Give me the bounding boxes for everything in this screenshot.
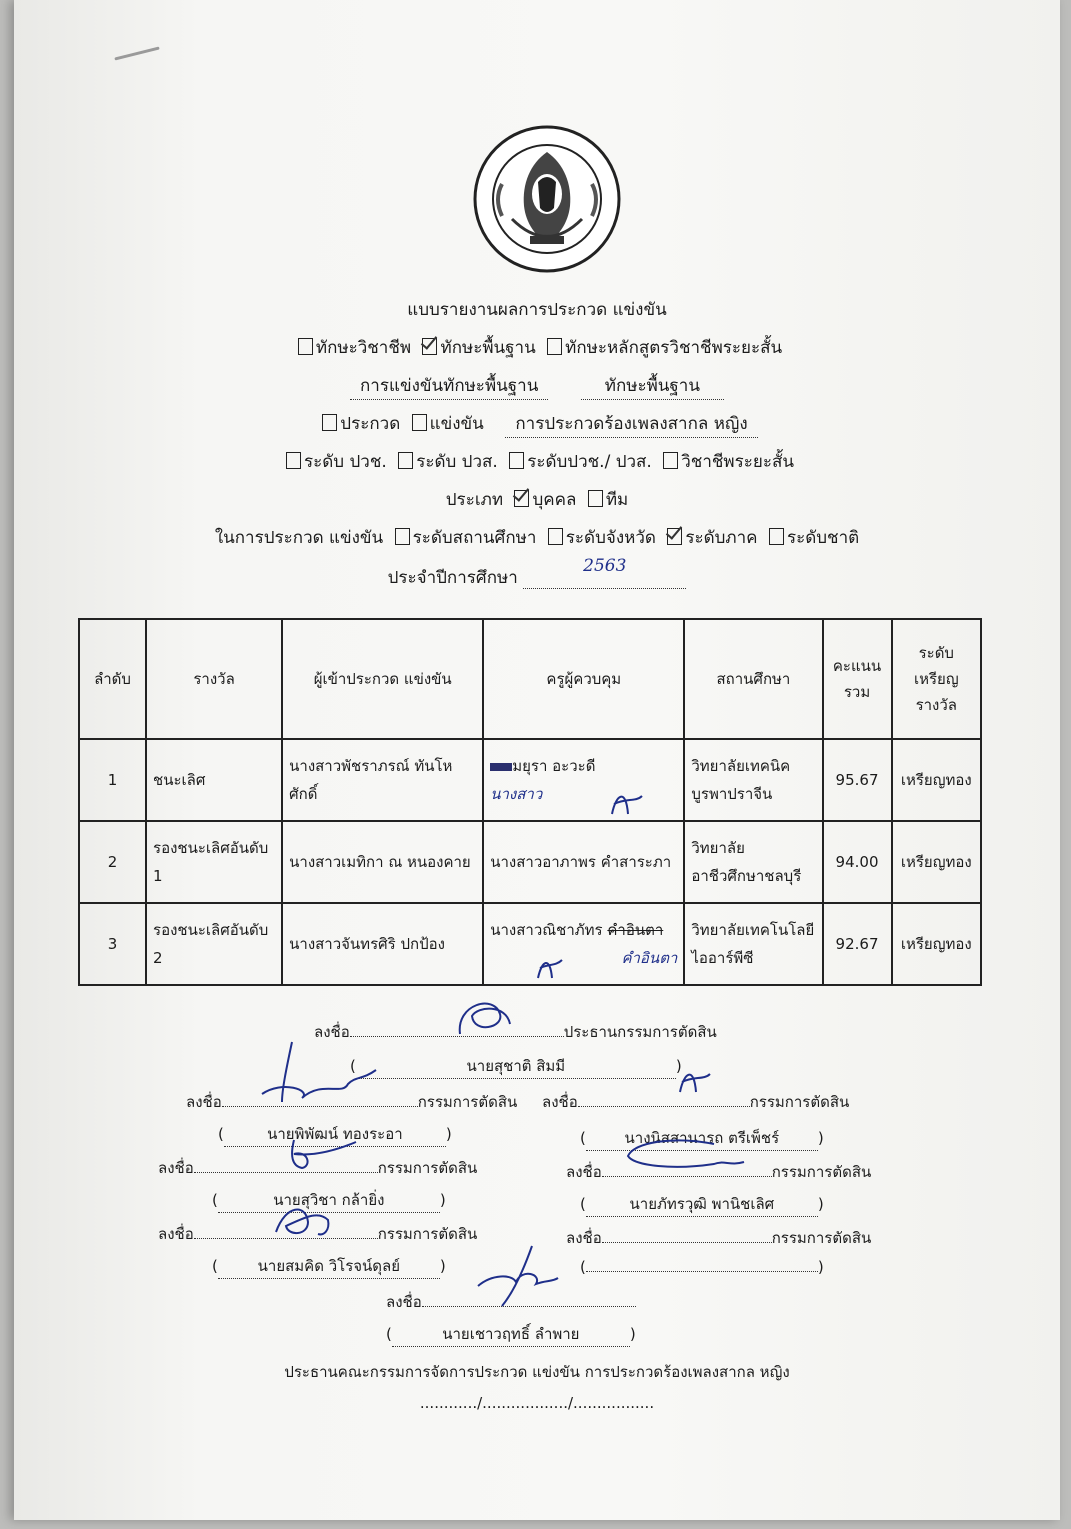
sign-label: ลงชื่อ bbox=[158, 1159, 194, 1177]
judge-3-name-line: ( นายสุวิชา กล้ายิ่ง ) bbox=[212, 1188, 446, 1213]
scope-label: ในการประกวด แข่งขัน bbox=[214, 528, 384, 548]
judge-1-signature-scrawl bbox=[252, 1040, 382, 1110]
sign-label: ลงชื่อ bbox=[158, 1225, 194, 1243]
level-row bbox=[14, 448, 1060, 475]
skill-short-course-label: ทักษะหลักสูตรวิชาชีพระยะสั้น bbox=[565, 338, 783, 358]
judge-role: กรรมการตัดสิน bbox=[771, 1229, 872, 1247]
judge-role: กรรมการตัดสิน bbox=[771, 1163, 872, 1181]
header-teacher: ครูผู้ควบคุม bbox=[483, 619, 684, 739]
scope-province-label: ระดับจังหวัด bbox=[565, 528, 656, 548]
header-medal: ระดับ เหรียญ รางวัล bbox=[892, 619, 981, 739]
cell-score: 94.00 bbox=[823, 821, 892, 903]
cell-school: วิทยาลัยเทคนิคบูรพาปราจีน bbox=[684, 739, 822, 821]
teacher-name: นางสาวณิชาภัทร bbox=[490, 921, 603, 939]
contest-label: ประกวด bbox=[340, 414, 401, 434]
vocational-commission-seal-logo bbox=[472, 124, 622, 274]
header-score: คะแนน รวม bbox=[823, 619, 892, 739]
chair-name-line: ( นายสุชาติ สิมมี ) bbox=[350, 1054, 682, 1079]
checkbox-level-short[interactable] bbox=[663, 452, 678, 469]
checkbox-skill-short-course[interactable] bbox=[547, 338, 562, 355]
cell-medal: เหรียญทอง bbox=[892, 739, 981, 821]
teacher-3-initial-scrawl bbox=[534, 952, 564, 982]
sign-label: ลงชื่อ bbox=[314, 1023, 350, 1041]
judge-3-signature-scrawl bbox=[282, 1136, 362, 1176]
judge-5-name-line: ( นายสมคิด วิโรจน์ดุลย์ ) bbox=[212, 1254, 446, 1279]
chair-name: นายสุชาติ สิมมี bbox=[356, 1054, 676, 1079]
table-row bbox=[79, 821, 981, 903]
judge-2-signature-field[interactable] bbox=[578, 1106, 750, 1107]
checkbox-scope-national[interactable] bbox=[769, 528, 784, 545]
checkbox-individual[interactable] bbox=[514, 490, 529, 507]
scope-school-label: ระดับสถานศึกษา bbox=[412, 528, 537, 548]
header-rank: ลำดับ bbox=[79, 619, 146, 739]
sign-label: ลงชื่อ bbox=[566, 1229, 602, 1247]
cell-contestant: นางสาวเมทิกา ณ หนองคาย bbox=[282, 821, 483, 903]
checkbox-level-pvc[interactable] bbox=[286, 452, 301, 469]
sign-label: ลงชื่อ bbox=[566, 1163, 602, 1181]
results-table bbox=[78, 618, 982, 986]
skill-basic-label: ทักษะพื้นฐาน bbox=[440, 338, 536, 358]
teacher-name: มยุรา อะวะดี bbox=[512, 757, 596, 775]
team-label: ทีม bbox=[605, 490, 629, 510]
pen-stroke-mark bbox=[114, 46, 159, 60]
cell-teacher bbox=[483, 739, 684, 821]
competition-group: การแข่งขันทักษะพื้นฐาน bbox=[350, 372, 548, 400]
document-page bbox=[14, 0, 1060, 1520]
sign-label: ลงชื่อ bbox=[186, 1093, 222, 1111]
judge-4-name-line: ( นายภัทรวุฒิ พานิชเลิศ ) bbox=[580, 1192, 824, 1217]
judge-4-name: นายภัทรวุฒิ พานิชเลิศ bbox=[586, 1192, 818, 1217]
scope-national-label: ระดับชาติ bbox=[786, 528, 860, 548]
judge-role: กรรมการตัดสิน bbox=[377, 1159, 478, 1177]
academic-year-value: 2563 bbox=[583, 556, 627, 576]
organizer-role: ประธานคณะกรรมการจัดการประกวด แข่งขัน การประกวดร้องเพลงสากล หญิง bbox=[284, 1363, 790, 1381]
cell-award: รองชนะเลิศอันดับ 2 bbox=[146, 903, 282, 985]
cell-school: วิทยาลัยอาชีวศึกษาชลบุรี bbox=[684, 821, 822, 903]
academic-year-label: ประจำปีการศึกษา bbox=[387, 568, 518, 588]
checkbox-level-pvs[interactable] bbox=[398, 452, 413, 469]
cell-school: วิทยาลัยเทคโนโลยีไออาร์พีซี bbox=[684, 903, 822, 985]
cell-teacher: นางสาวอาภาพร คำสาระภา bbox=[483, 821, 684, 903]
checkbox-level-both[interactable] bbox=[509, 452, 524, 469]
cell-contestant: นางสาวจันทรศิริ ปกป้อง bbox=[282, 903, 483, 985]
checkbox-scope-province[interactable] bbox=[548, 528, 563, 545]
category-label: ประเภท bbox=[445, 490, 504, 510]
judge-6-name bbox=[586, 1271, 818, 1272]
chair-role: ประธานกรรมการตัดสิน bbox=[563, 1023, 717, 1041]
sign-label: ลงชื่อ bbox=[386, 1293, 422, 1311]
level-short-label: วิชาชีพระยะสั้น bbox=[681, 452, 794, 472]
cell-contestant: นางสาวพัชราภรณ์ ทันโหศักดิ์ bbox=[282, 739, 483, 821]
skill-type-row bbox=[14, 334, 1060, 361]
teacher-handwritten-note: คำอินตา bbox=[621, 949, 678, 967]
judge-6-name-line: ( ) bbox=[580, 1258, 824, 1276]
judge-role: กรรมการตัดสิน bbox=[377, 1225, 478, 1243]
checkbox-skill-professional[interactable] bbox=[298, 338, 313, 355]
judge-5-name: นายสมคิด วิโรจน์ดุลย์ bbox=[218, 1254, 440, 1279]
teacher-struck-surname: คำอินตา bbox=[607, 921, 664, 939]
header-contestant: ผู้เข้าประกวด แข่งขัน bbox=[282, 619, 483, 739]
organizer-name-line: ( นายเชาวฤทธิ์ ลำพาย ) bbox=[386, 1322, 636, 1347]
cell-rank: 1 bbox=[79, 739, 146, 821]
cell-teacher bbox=[483, 903, 684, 985]
academic-year-row bbox=[14, 556, 1060, 591]
judge-1-name: นายพิพัฒน์ ทองระอา bbox=[224, 1122, 446, 1147]
judge-3-name: นายสุวิชา กล้ายิ่ง bbox=[218, 1188, 440, 1213]
judge-2-name: นางนิสสานารถ ตรีเพ็ชร์ bbox=[586, 1126, 818, 1151]
judge-5-signature-scrawl bbox=[268, 1196, 348, 1242]
cell-rank: 3 bbox=[79, 903, 146, 985]
table-header-row bbox=[79, 619, 981, 739]
table-row bbox=[79, 739, 981, 821]
competition-label: แข่งขัน bbox=[429, 414, 484, 434]
cell-award: รองชนะเลิศอันดับ 1 bbox=[146, 821, 282, 903]
level-both-label: ระดับปวช./ ปวส. bbox=[527, 452, 652, 472]
judge-role: กรรมการตัดสิน bbox=[417, 1093, 518, 1111]
contest-name: การประกวดร้องเพลงสากล หญิง bbox=[505, 410, 757, 438]
checkbox-competition[interactable] bbox=[412, 414, 427, 431]
table-row bbox=[79, 903, 981, 985]
judge-6-signature-field[interactable] bbox=[602, 1242, 772, 1243]
academic-year-field[interactable] bbox=[523, 556, 686, 589]
header-school: สถานศึกษา bbox=[684, 619, 822, 739]
judge-4-signature-scrawl bbox=[614, 1136, 754, 1176]
redaction-mark bbox=[490, 763, 512, 771]
competition-group-row bbox=[14, 372, 1060, 400]
teacher-handwritten-note: นางสาว bbox=[490, 785, 543, 803]
teacher-1-initial-scrawl bbox=[606, 784, 646, 820]
scope-region-label: ระดับภาค bbox=[685, 528, 758, 548]
contest-type-row bbox=[14, 410, 1060, 438]
checkbox-skill-basic[interactable] bbox=[422, 338, 437, 355]
form-title: แบบรายงานผลการประกวด แข่งขัน bbox=[407, 300, 667, 320]
chair-signature-scrawl bbox=[454, 994, 514, 1044]
checkbox-team[interactable] bbox=[588, 490, 603, 507]
level-pvs-label: ระดับ ปวส. bbox=[416, 452, 498, 472]
cell-award: ชนะเลิศ bbox=[146, 739, 282, 821]
skill-name: ทักษะพื้นฐาน bbox=[581, 372, 724, 400]
judge-4-signature-field[interactable] bbox=[602, 1176, 772, 1177]
cell-score: 92.67 bbox=[823, 903, 892, 985]
date-line: ............/................../................. bbox=[419, 1394, 655, 1412]
skill-professional-label: ทักษะวิชาชีพ bbox=[315, 338, 412, 358]
sign-label: ลงชื่อ bbox=[542, 1093, 578, 1111]
level-pvc-label: ระดับ ปวช. bbox=[304, 452, 387, 472]
category-row bbox=[14, 486, 1060, 513]
checkbox-contest[interactable] bbox=[322, 414, 337, 431]
checkbox-scope-region[interactable] bbox=[667, 528, 682, 545]
cell-medal: เหรียญทอง bbox=[892, 821, 981, 903]
checkbox-scope-school[interactable] bbox=[395, 528, 410, 545]
judge-6-signature-line bbox=[566, 1226, 871, 1250]
scope-row bbox=[14, 524, 1060, 551]
judge-1-name-line: ( นายพิพัฒน์ ทองระอา ) bbox=[218, 1122, 452, 1147]
judge-2-signature-scrawl bbox=[674, 1062, 714, 1098]
organizer-signature-scrawl bbox=[472, 1244, 562, 1310]
individual-label: บุคคล bbox=[532, 490, 577, 510]
header-award: รางวัล bbox=[146, 619, 282, 739]
judge-2-name-line: ( นางนิสสานารถ ตรีเพ็ชร์ ) bbox=[580, 1126, 824, 1151]
organizer-name: นายเชาวฤทธิ์ ลำพาย bbox=[392, 1322, 630, 1347]
cell-medal: เหรียญทอง bbox=[892, 903, 981, 985]
cell-score: 95.67 bbox=[823, 739, 892, 821]
cell-rank: 2 bbox=[79, 821, 146, 903]
judge-role: กรรมการตัดสิน bbox=[749, 1093, 850, 1111]
